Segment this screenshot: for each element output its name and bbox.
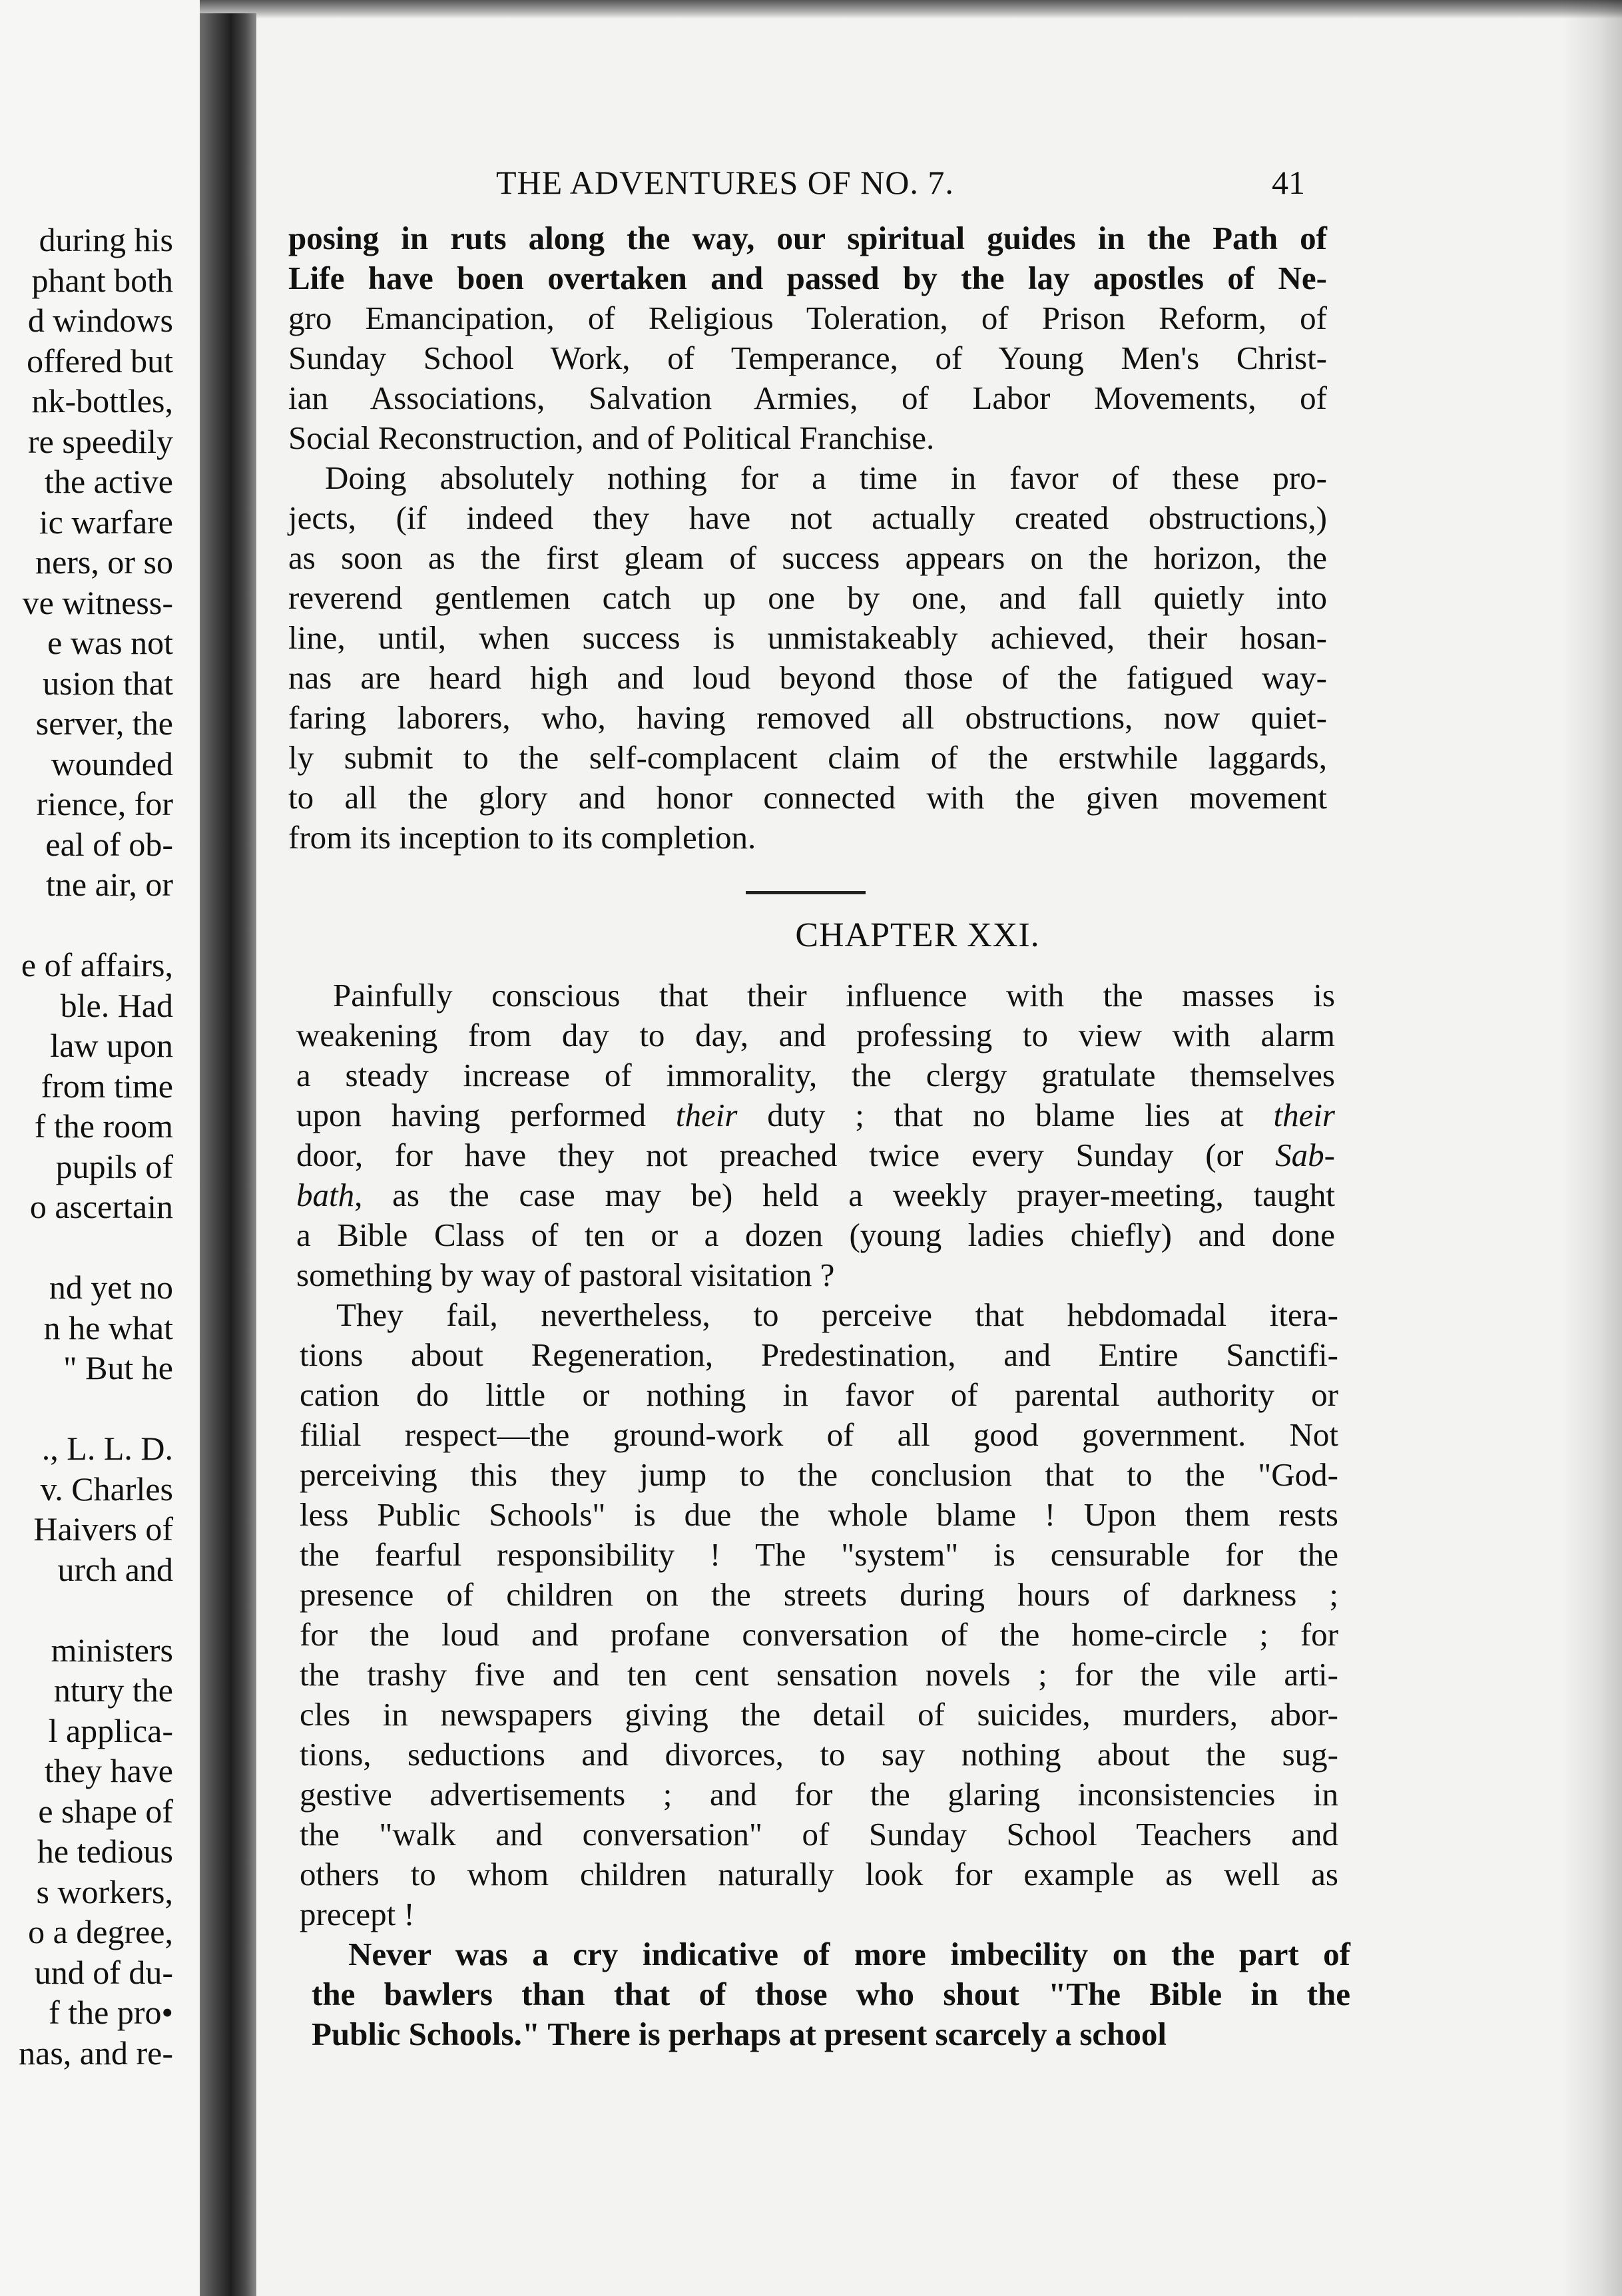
left-page-line: und of du- xyxy=(34,1953,173,1991)
left-page-line: from time xyxy=(41,1067,173,1105)
text-line: Painfully conscious that their influence with the masses is xyxy=(333,977,1335,1013)
left-page-line: " But he xyxy=(63,1349,173,1386)
left-page-line: usion that xyxy=(43,664,173,702)
text-line: less Public Schools" is due the whole blame ! Upon them rests xyxy=(300,1496,1338,1533)
left-page-line: nd yet no xyxy=(49,1269,173,1306)
left-page-line: e shape of xyxy=(38,1792,173,1830)
book-gutter xyxy=(200,13,256,2296)
text-line: to all the glory and honor connected with the given movement xyxy=(288,779,1327,816)
left-page-line: law upon xyxy=(50,1027,173,1064)
text-line: ly submit to the self-complacent claim of the erstwhile laggards, xyxy=(288,739,1327,776)
text-line: reverend gentlemen catch up one by one, and fall quietly into xyxy=(288,579,1327,616)
text-line: upon having performed their duty ; that no blame lies at their xyxy=(296,1097,1335,1133)
left-page-line: eal of ob- xyxy=(45,825,173,863)
text-line: a steady increase of immorality, the clergy gratulate themselves xyxy=(296,1057,1335,1093)
chapter-heading: CHAPTER XXI. xyxy=(795,916,1040,954)
left-page-line: d windows xyxy=(27,302,173,339)
left-page-line: offered but xyxy=(27,342,173,380)
left-page-line: e of affairs, xyxy=(21,946,173,984)
left-page-line: server, the xyxy=(35,705,173,742)
text-line: perceiving this they jump to the conclusion that to the "God- xyxy=(300,1456,1338,1493)
left-page-line: ners, or so xyxy=(35,543,173,581)
paragraph-never-was xyxy=(312,1934,1350,2054)
text-line: posing in ruts along the way, our spiritual guides in the Path of xyxy=(288,220,1327,256)
right-edge-shadow xyxy=(1562,0,1622,2296)
left-page-line: rience, for xyxy=(36,785,173,822)
running-head: THE ADVENTURES OF NO. 7. xyxy=(496,164,954,201)
text-line: the "walk and conversation" of Sunday School Teachers and xyxy=(300,1816,1338,1853)
left-page-line: o ascertain xyxy=(29,1188,173,1225)
left-page-line: re speedily xyxy=(28,422,173,460)
text-line: Sunday School Work, of Temperance, of Young Men's Christ- xyxy=(288,340,1327,376)
left-page-line: nk-bottles, xyxy=(31,382,173,420)
left-page-line: Haivers of xyxy=(33,1510,173,1548)
page-number: 41 xyxy=(1272,164,1305,201)
text-line: others to whom children naturally look for example as well as xyxy=(300,1856,1338,1892)
text-line: the trashy five and ten cent sensation novels ; for the vile arti- xyxy=(300,1656,1338,1693)
text-line: the fearful responsibility ! The "system" is censurable for the xyxy=(300,1536,1338,1573)
text-line: presence of children on the streets during hours of darkness ; xyxy=(300,1576,1338,1613)
section-rule xyxy=(746,891,866,894)
left-page-line: ic warfare xyxy=(39,503,173,541)
left-page-line: o a degree, xyxy=(28,1913,173,1950)
left-page-line: they have xyxy=(45,1752,173,1789)
text-line: something by way of pastoral visitation ? xyxy=(296,1257,835,1293)
text-line: a Bible Class of ten or a dozen (young ladies chiefly) and done xyxy=(296,1217,1335,1253)
left-page-line: e was not xyxy=(47,624,173,661)
paragraph-painfully-conscious xyxy=(296,976,1335,1295)
text-line: Never was a cry indicative of more imbecility on the part of xyxy=(348,1936,1350,1972)
text-line: jects, (if indeed they have not actually created obstructions,) xyxy=(288,499,1327,536)
left-page-line: the active xyxy=(45,463,173,500)
text-line: ian Associations, Salvation Armies, of Labor Movements, of xyxy=(288,380,1327,416)
text-line: precept ! xyxy=(300,1896,415,1932)
text-line: faring laborers, who, having removed all obstructions, now quiet- xyxy=(288,699,1327,736)
paragraph-doing-absolutely xyxy=(288,458,1327,858)
text-line: door, for have they not preached twice every Sunday (or Sab- xyxy=(296,1137,1335,1173)
left-facing-page xyxy=(0,0,200,2296)
text-line: for the loud and profane conversation of the home-circle ; for xyxy=(300,1616,1338,1653)
text-line: filial respect—the ground-work of all good government. Not xyxy=(300,1416,1338,1453)
left-page-line: v. Charles xyxy=(40,1470,173,1508)
left-page-line: l applica- xyxy=(48,1711,173,1749)
text-line: as soon as the first gleam of success appears on the horizon, the xyxy=(288,539,1327,576)
left-page-line: tne air, or xyxy=(46,866,173,903)
left-page-line: wounded xyxy=(51,744,173,782)
text-line: nas are heard high and loud beyond those of the fatigued way- xyxy=(288,659,1327,696)
text-line: cles in newspapers giving the detail of suicides, murders, abor- xyxy=(300,1696,1338,1733)
left-page-line: ve witness- xyxy=(22,583,173,621)
text-line: They fail, nevertheless, to perceive that hebdomadal itera- xyxy=(336,1296,1338,1333)
text-line: from its inception to its completion. xyxy=(288,819,756,856)
left-page-line: n he what xyxy=(43,1308,173,1346)
left-page-line: urch and xyxy=(57,1550,173,1588)
left-page-line: s workers, xyxy=(36,1872,173,1910)
left-page-line: ble. Had xyxy=(60,986,173,1024)
left-page-line: f the pro• xyxy=(49,1994,173,2031)
left-page-line: ministers xyxy=(51,1631,173,1669)
paragraph-continued xyxy=(288,218,1327,458)
text-line: Public Schools." There is perhaps at present scarcely a school xyxy=(312,2016,1167,2052)
text-line: Doing absolutely nothing for a time in favor of these pro- xyxy=(325,459,1327,496)
text-line: bath, as the case may be) held a weekly prayer-meeting, taught xyxy=(296,1177,1335,1213)
top-page-shadow xyxy=(200,0,1622,19)
text-line: gro Emancipation, of Religious Toleration, of Prison Reform, of xyxy=(288,300,1327,336)
left-page-line: f the room xyxy=(34,1107,173,1145)
text-line: weakening from day to day, and professing to view with alarm xyxy=(296,1017,1335,1053)
left-page-line: ntury the xyxy=(53,1671,173,1709)
text-line: Social Reconstruction, and of Political Franchise. xyxy=(288,420,935,456)
text-line: Life have boen overtaken and passed by the lay apostles of Ne- xyxy=(288,260,1327,296)
text-line: the bawlers than that of those who shout "The Bible in the xyxy=(312,1976,1350,2012)
left-page-line: phant both xyxy=(31,261,173,299)
text-line: tions about Regeneration, Predestination, and Entire Sanctifi- xyxy=(300,1336,1338,1373)
left-page-line: during his xyxy=(39,221,173,258)
text-line: line, until, when success is unmistakeably achieved, their hosan- xyxy=(288,619,1327,656)
left-page-line: ., L. L. D. xyxy=(41,1430,173,1467)
left-page-line: he tedious xyxy=(37,1833,173,1870)
text-line: gestive advertisements ; and for the glaring inconsistencies in xyxy=(300,1776,1338,1813)
text-line: tions, seductions and divorces, to say nothing about the sug- xyxy=(300,1736,1338,1773)
left-page-line: pupils of xyxy=(55,1147,173,1185)
text-line: cation do little or nothing in favor of parental authority or xyxy=(300,1376,1338,1413)
paragraph-they-fail xyxy=(300,1295,1338,1934)
left-page-line: nas, and re- xyxy=(19,2034,173,2072)
